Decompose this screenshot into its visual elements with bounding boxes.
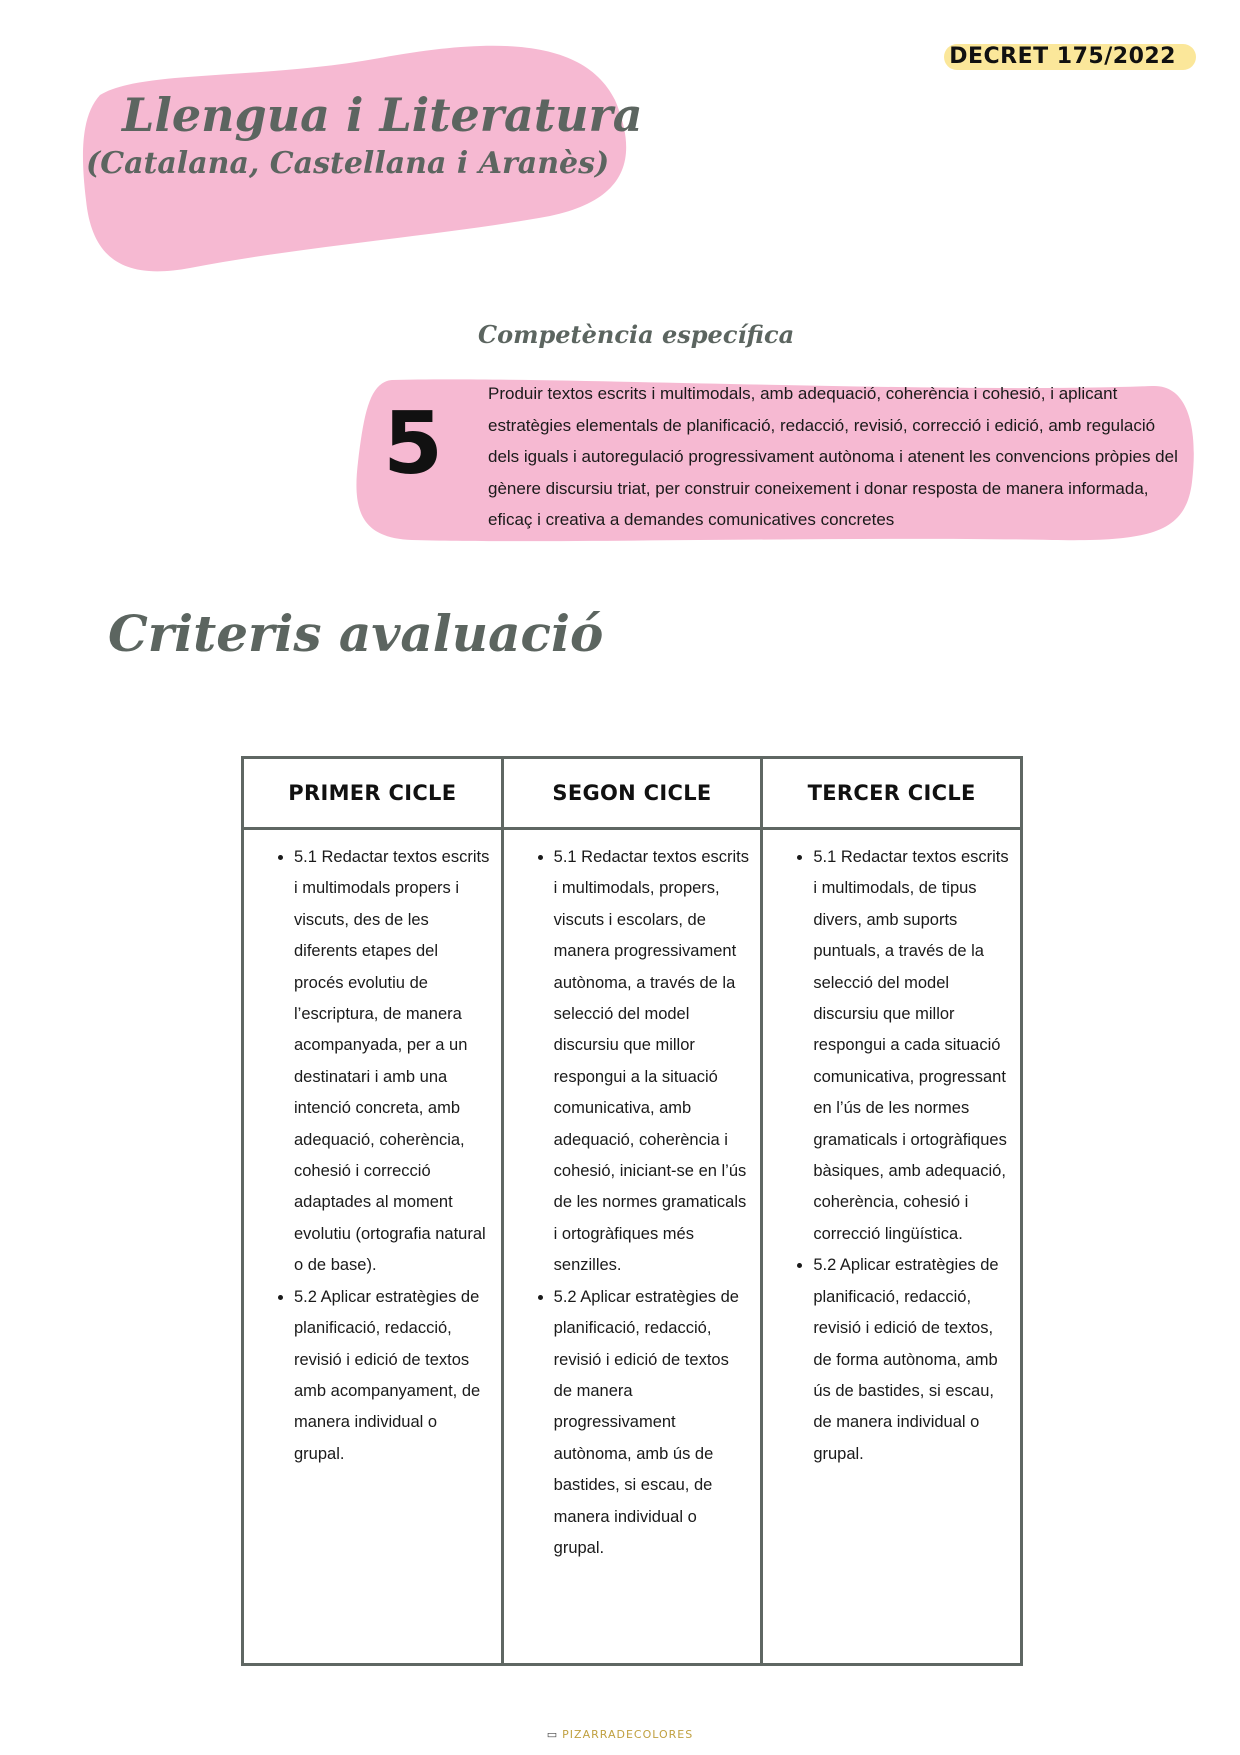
column-header-tercer-cicle: TERCER CICLE [762,758,1022,829]
competence-heading: Competència específica [478,320,795,349]
table-header-row [243,758,1022,829]
tv-icon: ▭ [546,1728,559,1741]
table-row [243,829,1022,1665]
footer-brand [0,1728,1240,1741]
column-header-segon-cicle: SEGON CICLE [502,758,762,829]
primer-cicle-cell [243,829,503,1665]
criteria-list [244,842,491,1470]
list-item: • 5.2 Aplicar estratègies de planificació, redacció, revisió i edició de textos amb acompanyament, de manera individual o grupal. [294,1282,491,1470]
criteria-heading: Criteris avaluació [108,604,604,663]
criteria-list [504,842,751,1564]
list-item: • 5.1 Redactar textos escrits i multimodals, de tipus divers, amb suports puntuals, a través de la selecció del model discursiu que millor respongui a cada situació comunicativa, progressant en l’ús de les normes gramaticals i ortogràfiques bàsiques, amb adequació, coherència, cohesió i correcció lingüística. [813,842,1010,1250]
page-title: Llengua i Literatura [122,88,643,142]
list-item: • 5.2 Aplicar estratègies de planificació, redacció, revisió i edició de textos, de forma autònoma, amb ús de bastides, si escau, de manera individual o grupal. [813,1250,1010,1470]
footer-brand-text: PIZARRADECOLORES [562,1728,694,1741]
criteria-list [763,842,1010,1470]
list-item: • 5.2 Aplicar estratègies de planificació, redacció, revisió i edició de textos de manera progressivament autònoma, amb ús de bastides, si escau, de manera individual o grupal. [554,1282,751,1565]
page-subtitle: (Catalana, Castellana i Aranès) [86,146,610,181]
decree-badge: DECRET 175/2022 [944,44,1196,70]
competence-text: Produir textos escrits i multimodals, amb adequació, coherència i cohesió, i aplicant estratègies elementals de planificació, redacció, revisió, correcció i edició, amb regulació dels iguals i autoregulació progressivament autònoma i atenent les convencions pròpies del gènere discursiu triat, per construir coneixement i donar resposta de manera informada, eficaç i creativa a demandes comunicatives concretes [488,384,1178,529]
criteria-table [241,756,1023,1666]
column-header-primer-cicle: PRIMER CICLE [243,758,503,829]
list-item: • 5.1 Redactar textos escrits i multimodals propers i viscuts, des de les diferents etapes del procés evolutiu de l’escriptura, de manera acompanyada, per a un destinatari i amb una intenció concreta, amb adequació, coherència, cohesió i correcció adaptades al moment evolutiu (ortografia natural o de base). [294,842,491,1282]
competence-number: 5 [383,394,443,494]
segon-cicle-cell [502,829,762,1665]
list-item: • 5.1 Redactar textos escrits i multimodals, propers, viscuts i escolars, de manera progressivament autònoma, a través de la selecció del model discursiu que millor respongui a la situació comunicativa, amb adequació, coherència i cohesió, iniciant-se en l’ús de les normes gramaticals i ortogràfiques més senzilles. [554,842,751,1282]
tercer-cicle-cell [762,829,1022,1665]
